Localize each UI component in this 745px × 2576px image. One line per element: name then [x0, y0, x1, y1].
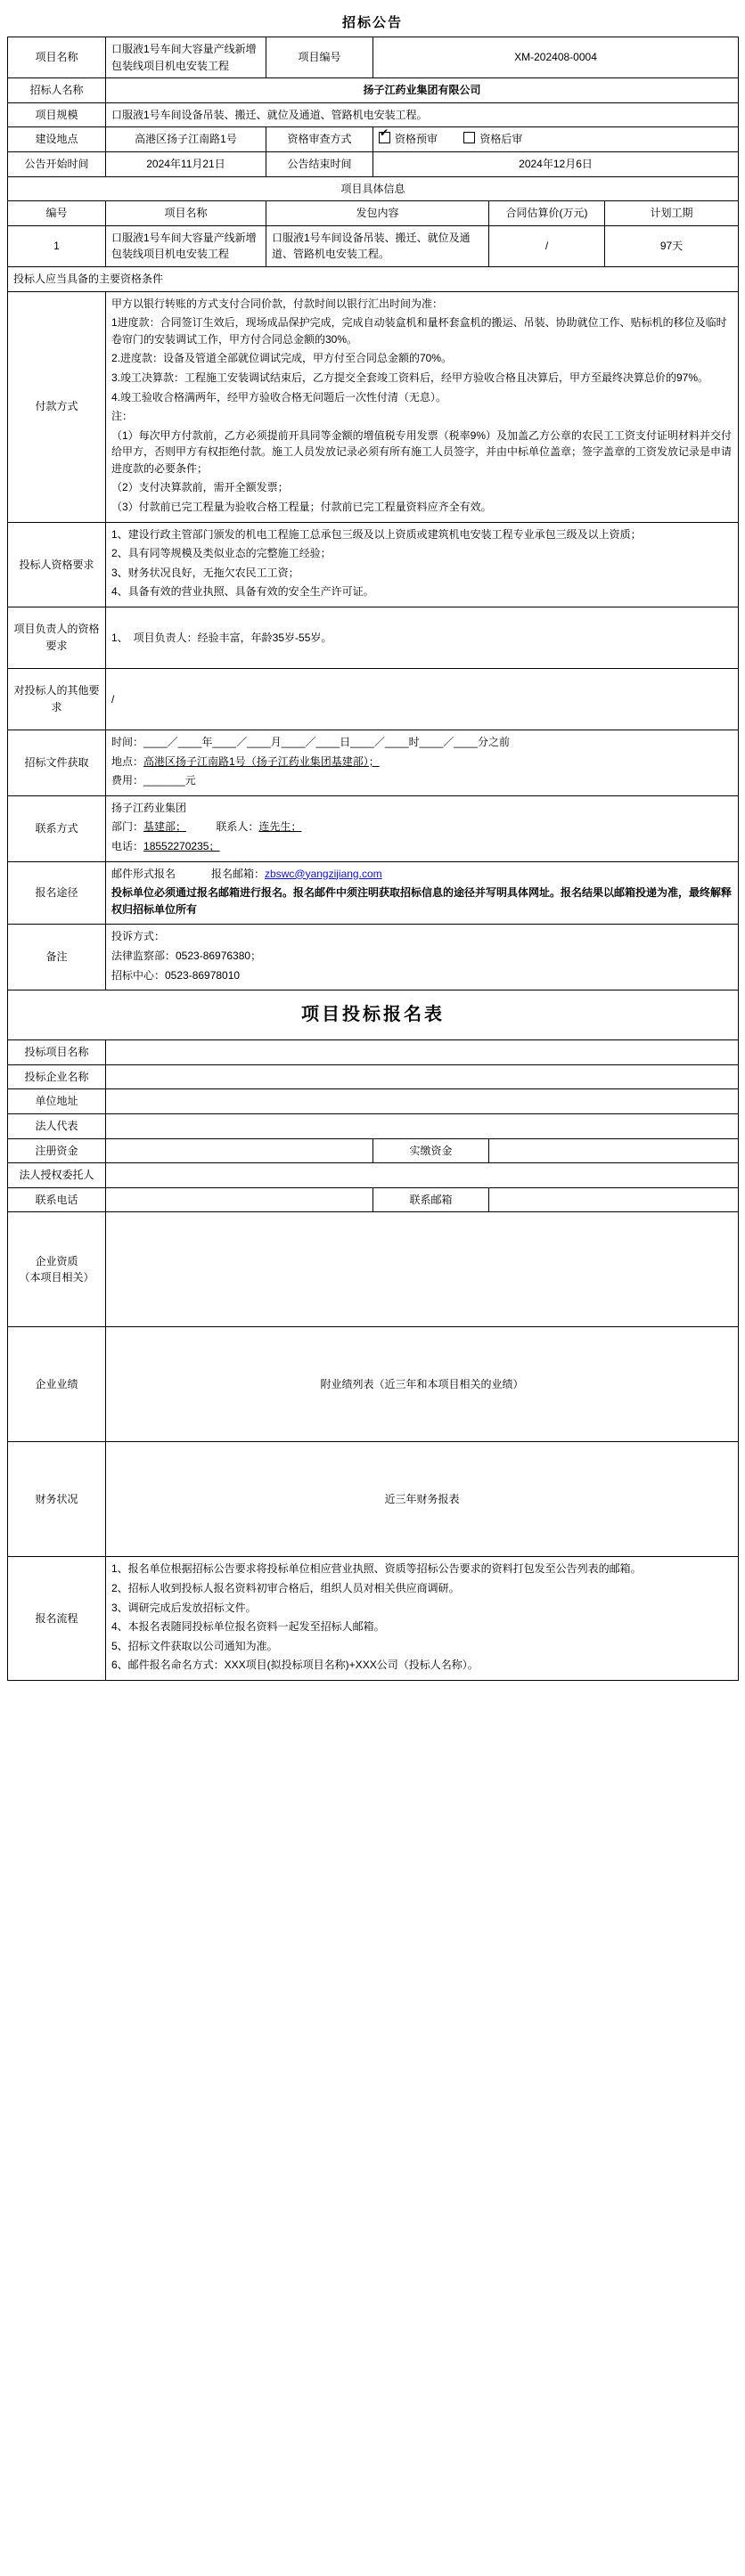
payment-p3: 3.竣工决算款：工程施工安装调试结束后，乙方提交全套竣工资料后，经甲方验收合格且决算后，甲方至最终决算总价的97%。	[111, 371, 709, 384]
project-name-value: 口服液1号车间大容量产线新增包装线项目机电安装工程	[106, 37, 266, 78]
tender-docs-place	[111, 754, 733, 770]
form-finance-label: 财务状况	[8, 1442, 106, 1557]
contact-dept-prefix: 部门：	[111, 820, 144, 834]
table-row	[8, 102, 739, 127]
form-title: 项目投标报名表	[8, 990, 739, 1040]
site-label: 建设地点	[8, 127, 106, 152]
bidder-qual-item-0: 1、建设行政主管部门颁发的机电工程施工总承包三级及以上资质或建筑机电安装工程专业承包三级及以上资质；	[111, 527, 642, 541]
table-row	[8, 669, 739, 730]
bidder-qualification-label-text: 投标人资格要求	[19, 558, 94, 571]
form-legal-rep-field[interactable]	[106, 1113, 739, 1138]
form-paid-capital-label: 实缴资金	[373, 1138, 489, 1163]
signup-mail-line	[111, 866, 733, 883]
leader-qualification-value: 1、 项目负责人：经验丰富，年龄35岁-55岁。	[106, 607, 739, 669]
form-company-name-field[interactable]	[106, 1064, 739, 1089]
form-email-label: 联系邮箱	[373, 1187, 489, 1212]
contact-dept-line	[111, 819, 733, 836]
form-performance-value: 附业绩列表（近三年和本项目相关的业绩）	[106, 1327, 739, 1442]
form-authorized-agent-field[interactable]	[106, 1163, 739, 1188]
end-time-value: 2024年12月6日	[373, 151, 739, 176]
table-row	[8, 1138, 739, 1163]
scale-value: 口服液1号车间设备吊装、搬迁、就位及通道、管路机电安装工程。	[106, 102, 739, 127]
detail-section-title: 项目具体信息	[8, 176, 739, 201]
form-qualification-field[interactable]	[106, 1212, 739, 1327]
table-row	[8, 127, 739, 152]
bidder-org-label: 招标人名称	[8, 78, 106, 103]
tender-docs-fee: 费用：_______元	[111, 774, 196, 787]
form-finance-value: 近三年财务报表	[106, 1442, 739, 1557]
signup-form-prefix: 邮件形式报名	[111, 867, 176, 880]
form-legal-rep-label: 法人代表	[8, 1113, 106, 1138]
qualification-method-options	[373, 127, 739, 152]
signup-note: 投标单位必须通过报名邮箱进行报名。报名邮件中须注明获取招标信息的途径并写明具体网址。报名结果以邮箱投递为准，最终解释权归招标单位所有	[111, 886, 733, 916]
detail-header-price: 合同估算价(万元)	[489, 201, 605, 226]
form-qualification-label	[8, 1212, 106, 1327]
detail-header-content: 发包内容	[266, 201, 489, 226]
form-registered-capital-label: 注册资金	[8, 1138, 106, 1163]
table-row	[8, 78, 739, 103]
announcement-table	[7, 37, 739, 1681]
table-row	[8, 37, 739, 78]
table-row	[8, 730, 739, 796]
form-process-label: 报名流程	[8, 1557, 106, 1681]
checkbox-icon[interactable]	[463, 132, 475, 143]
payment-p6: （1）每次甲方付款前，乙方必须提前开具同等金额的增值税专用发票（税率9%）及加盖乙方公章的农民工工资支付证明材料并交付给甲方，否则甲方有权拒绝付款。施工人员发放记录必须有所有施工人员签字，并由中标单位盖章；签字盖章的工资发放记录是申请进度款的必要条件；	[111, 428, 733, 475]
form-process-content	[106, 1557, 739, 1681]
other-requirement-label: 对投标人的其他要求	[8, 669, 106, 730]
payment-p8: （3）付款前已完工程量为验收合格工程量；付款前已完工程量资料应齐全有效。	[111, 501, 492, 514]
payment-p5: 注：	[111, 410, 134, 423]
payment-p7: （2）支付决算款前，需开全额发票；	[111, 481, 289, 494]
detail-header-no: 编号	[8, 201, 106, 226]
tender-docs-label: 招标文件获取	[8, 730, 106, 796]
table-row	[8, 607, 739, 669]
signup-mail-prefix: 报名邮箱：	[211, 867, 266, 880]
table-row	[8, 522, 739, 607]
table-row	[8, 1040, 739, 1065]
detail-row-no: 1	[8, 225, 106, 266]
form-registered-capital-field[interactable]	[106, 1138, 373, 1163]
signup-mail-link[interactable]: zbswc@yangzijiang.com	[265, 867, 382, 880]
table-row	[8, 1089, 739, 1114]
form-performance-label: 企业业绩	[8, 1327, 106, 1442]
bidder-qual-item-3: 4、具备有效的营业执照、具备有效的安全生产许可证。	[111, 585, 374, 599]
table-row	[8, 1187, 739, 1212]
form-project-name-label: 投标项目名称	[8, 1040, 106, 1065]
qualification-method-label: 资格审查方式	[266, 127, 373, 152]
page-title: 招标公告	[341, 15, 403, 30]
form-process-item-1: 2、招标人收到投标人报名资料初审合格后，组织人员对相关供应商调研。	[111, 1581, 460, 1594]
form-qualification-label-line2: （本项目相关）	[19, 1271, 94, 1284]
contact-content	[106, 795, 739, 861]
start-time-label: 公告开始时间	[8, 151, 106, 176]
detail-row-name: 口服液1号车间大容量产线新增包装线项目机电安装工程	[106, 225, 266, 266]
form-process-item-0: 1、报名单位根据招标公告要求将投标单位相应营业执照、资质等招标公告要求的资料打包发至公告列表的邮箱。	[111, 1562, 642, 1576]
form-process-item-4: 5、招标文件获取以公司通知为准。	[111, 1639, 278, 1652]
project-name-label: 项目名称	[8, 37, 106, 78]
table-row	[8, 1064, 739, 1089]
bidder-qualification-label	[8, 522, 106, 607]
scale-label: 项目规模	[8, 102, 106, 127]
table-row	[8, 925, 739, 990]
signup-label: 报名途径	[8, 861, 106, 925]
tender-docs-place-value: 高港区扬子江南路1号（扬子江药业集团基建部）；	[143, 754, 380, 768]
checkbox-postqualification-label: 资格后审	[479, 133, 523, 146]
table-row	[8, 1212, 739, 1327]
table-row	[8, 861, 739, 925]
detail-header-duration: 计划工期	[605, 201, 739, 226]
form-company-name-label: 投标企业名称	[8, 1064, 106, 1089]
form-phone-field[interactable]	[106, 1187, 373, 1212]
contact-company: 扬子江药业集团	[111, 801, 187, 814]
contact-person-prefix: 联系人：	[216, 820, 259, 834]
bidder-qual-item-2: 3、财务状况良好，无拖欠农民工工资；	[111, 566, 299, 579]
form-address-field[interactable]	[106, 1089, 739, 1114]
tender-docs-time: 时间：____／____年____／____月____／____日____／____时____／____分之前	[111, 736, 510, 749]
table-header-row	[8, 201, 739, 226]
form-phone-label: 联系电话	[8, 1187, 106, 1212]
table-row	[8, 1113, 739, 1138]
form-process-item-3: 4、本报名表随同投标单位报名资料一起发至招标人邮箱。	[111, 1620, 385, 1634]
checkbox-prequalification[interactable]	[379, 131, 438, 148]
detail-row-price: /	[489, 225, 605, 266]
bidder-qualification-content	[106, 522, 739, 607]
table-row	[8, 990, 739, 1040]
contact-phone-line	[111, 838, 733, 855]
payment-p1: 1进度款：合同签订生效后，现场成品保护完成，完成自动装盒机和量杯套盒机的搬运、吊装、协助就位工作、贴标机的移位及临时卷帘门的安装调试工作，甲方付合同总金额的30%。	[111, 316, 727, 346]
checkbox-icon[interactable]	[379, 132, 390, 143]
form-qualification-label-line1: 企业资质	[35, 1254, 78, 1268]
table-row	[8, 1163, 739, 1188]
payment-content	[106, 291, 739, 522]
table-row	[8, 225, 739, 266]
form-address-label: 单位地址	[8, 1089, 106, 1114]
detail-header-name: 项目名称	[106, 201, 266, 226]
table-row	[8, 291, 739, 522]
table-row	[8, 1442, 739, 1557]
form-project-name-field[interactable]	[106, 1040, 739, 1065]
contact-dept-value: 基建部；	[143, 820, 187, 834]
remark-label: 备注	[8, 925, 106, 990]
form-email-field[interactable]	[489, 1187, 739, 1212]
table-row	[8, 176, 739, 201]
contact-phone-prefix: 电话：	[111, 840, 144, 852]
detail-row-content: 口服液1号车间设备吊装、搬迁、就位及通道、管路机电安装工程。	[266, 225, 489, 266]
table-row	[8, 795, 739, 861]
form-authorized-agent-label: 法人授权委托人	[8, 1163, 106, 1188]
tender-docs-content	[106, 730, 739, 796]
leader-qualification-label: 项目负责人的资格要求	[8, 607, 106, 669]
checkbox-postqualification[interactable]	[463, 131, 522, 148]
payment-label: 付款方式	[8, 291, 106, 522]
table-row	[8, 1557, 739, 1681]
contact-label: 联系方式	[8, 795, 106, 861]
remark-content	[106, 925, 739, 990]
project-no-label: 项目编号	[266, 37, 373, 78]
remark-line-2: 招标中心：0523-86978010	[111, 968, 241, 982]
form-process-item-5: 6、邮件报名命名方式：XXX项目(拟投标项目名称)+XXX公司（投标人名称）。	[111, 1659, 479, 1672]
bidder-org-value: 扬子江药业集团有限公司	[106, 78, 739, 103]
contact-person-value: 连先生；	[258, 820, 302, 834]
payment-p4: 4.竣工验收合格满两年，经甲方验收合格无问题后一次性付清（无息）。	[111, 390, 447, 404]
remark-line-0: 投诉方式：	[111, 930, 166, 943]
form-paid-capital-field[interactable]	[489, 1138, 739, 1163]
site-value: 高港区扬子江南路1号	[106, 127, 266, 152]
other-requirement-value: /	[106, 669, 739, 730]
signup-content	[106, 861, 739, 925]
contact-phone-value: 18552270235；	[143, 840, 220, 852]
payment-p2: 2.进度款：设备及管道全部就位调试完成，甲方付至合同总金额的70%。	[111, 352, 453, 365]
start-time-value: 2024年11月21日	[106, 151, 266, 176]
table-row	[8, 1327, 739, 1442]
table-row	[8, 266, 739, 291]
detail-row-duration: 97天	[605, 225, 739, 266]
project-no-value: XM-202408-0004	[373, 37, 739, 78]
end-time-label: 公告结束时间	[266, 151, 373, 176]
payment-p0: 甲方以银行转账的方式支付合同价款，付款时间以银行汇出时间为准：	[111, 297, 444, 310]
form-process-item-2: 3、调研完成后发放招标文件。	[111, 1601, 257, 1614]
remark-line-1: 法律监察部：0523-86976380；	[111, 949, 262, 962]
bidder-qual-item-1: 2、具有同等规模及类似业态的完整施工经验；	[111, 547, 332, 560]
table-row	[8, 151, 739, 176]
checkbox-prequalification-label: 资格预审	[395, 133, 438, 146]
qualification-section-title: 投标人应当具备的主要资格条件	[8, 266, 739, 291]
tender-docs-place-prefix: 地点：	[111, 754, 144, 768]
